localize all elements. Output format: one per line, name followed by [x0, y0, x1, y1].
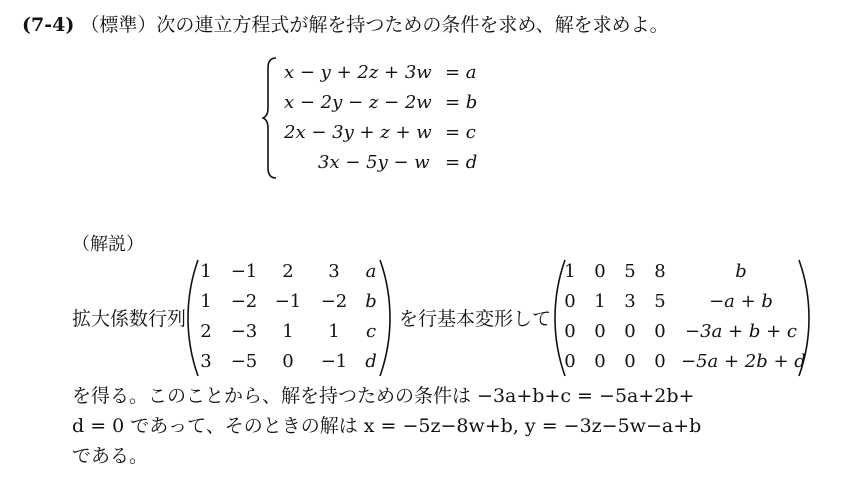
equation-rhs: = a	[445, 62, 477, 83]
augmented-matrix-label: 拡大係数行列	[72, 308, 187, 330]
matrix-cell: 0	[654, 321, 666, 342]
matrix-cell: 0	[594, 261, 606, 282]
equation-rhs: = c	[445, 122, 476, 143]
matrix-cell: −3a + b + c	[685, 321, 797, 342]
matrix-cell: 1	[594, 291, 606, 312]
matrix-cell: 3	[624, 291, 636, 312]
matrix-cell: −1	[274, 291, 302, 312]
matrix-cell: b	[735, 261, 747, 282]
matrix-cell: 1	[282, 321, 294, 342]
matrix-cell: d	[365, 351, 377, 372]
matrix-cell: 2	[200, 321, 212, 342]
matrix-cell: 3	[328, 261, 340, 282]
matrix-cell: 0	[564, 291, 576, 312]
matrix-cell: −1	[320, 351, 348, 372]
conclusion-line-1: を得る。このことから、解を持つための条件は −3a+b+c = −5a+2b+	[72, 385, 695, 407]
equation-lhs: x − 2y − z − 2w	[284, 92, 432, 113]
equation-lhs: 3x − 5y − w	[318, 152, 430, 173]
matrix-cell: 0	[564, 351, 576, 372]
matrix-cell: 0	[654, 351, 666, 372]
matrix-cell: c	[365, 321, 377, 342]
reduced-matrix	[553, 258, 811, 378]
matrix-cell: −5a + 2b + d	[681, 351, 806, 372]
matrix-cell: −2	[320, 291, 348, 312]
matrix-cell: 0	[282, 351, 294, 372]
matrix-cell: 2	[282, 261, 294, 282]
problem-text: （標準）次の連立方程式が解を持つための条件を求め、解を求めよ。	[80, 14, 669, 36]
equation-lhs: x − y + 2z + 3w	[284, 62, 432, 83]
matrix-cell: 0	[594, 351, 606, 372]
matrix-cell: 8	[654, 261, 666, 282]
matrix-cell: b	[365, 291, 377, 312]
equation-rhs: = d	[445, 152, 478, 173]
matrix-cell: 1	[200, 261, 212, 282]
matrix-cell: 5	[624, 261, 636, 282]
row-reduction-label: を行基本変形して	[399, 308, 552, 330]
equation-rhs: = b	[445, 92, 478, 113]
explanation-heading: （解説）	[72, 234, 144, 255]
system-brace	[262, 56, 278, 180]
augmented-matrix	[186, 258, 392, 378]
matrix-cell: −3	[230, 321, 258, 342]
matrix-cell: −2	[230, 291, 258, 312]
matrix-cell: 0	[564, 321, 576, 342]
matrix-cell: 1	[564, 261, 576, 282]
conclusion-line-2: d = 0 であって、そのときの解は x = −5z−8w+b, y = −3z−5w−a+b	[72, 415, 702, 437]
matrix-cell: 1	[200, 291, 212, 312]
matrix-cell: a	[365, 261, 377, 282]
problem-statement	[22, 10, 669, 37]
matrix-cell: −5	[230, 351, 258, 372]
equation-lhs: 2x − 3y + z + w	[284, 122, 432, 143]
matrix-cell: −a + b	[709, 291, 773, 312]
matrix-cell: −1	[230, 261, 258, 282]
matrix-cell: 0	[624, 351, 636, 372]
matrix-cell: 5	[654, 291, 666, 312]
matrix-cell: 0	[624, 321, 636, 342]
matrix-cell: 0	[594, 321, 606, 342]
problem-number: (7-4)	[22, 14, 75, 36]
matrix-cell: 3	[200, 351, 212, 372]
matrix-cell: 1	[328, 321, 340, 342]
conclusion-line-3: である。	[72, 445, 149, 467]
